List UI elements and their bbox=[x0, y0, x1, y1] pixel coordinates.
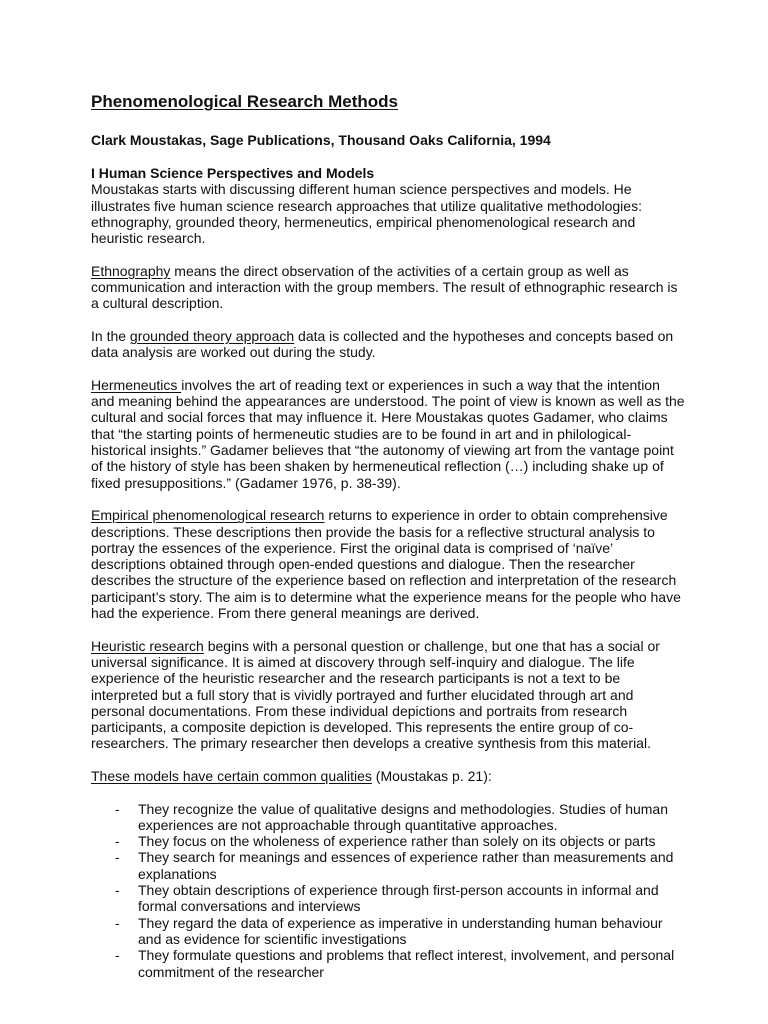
hermeneutics-text: involves the art of reading text or experiences in such a way that the intention and meaning behind the appearances are understood. The point of view is known as well as the cultural and social forces that may influence it. Here Moustakas quotes Gadamer, who claims that “the starting points of hermeneutic studies are to be found in art and in philological-historical insights.” Gadamer believes that “the autonomy of viewing art from the vantage point of the history of style has been shaken by hermeneutical reflection (…) including shake up of fixed presuppositions.” (Gadamer 1976, p. 38-39). bbox=[91, 376, 685, 491]
heuristic-text: begins with a personal question or challenge, but one that has a social or universal significance. It is aimed at discovery through self-inquiry and dialogue. The life experience of the heuristic researcher and the research participants is not a text to be interpreted but a full story that is vividly portrayed and further elucidated through art and personal documentations. From these individual depictions and portraits from research participants, a composite depiction is developed. This represents the entire group of co-researchers. The primary researcher then develops a creative synthesis from this material. bbox=[91, 637, 660, 752]
ethnography-term: Ethnography bbox=[91, 262, 171, 279]
bullet-dash: - bbox=[115, 849, 120, 866]
citation: Clark Moustakas, Sage Publications, Thousand Oaks California, 1994 bbox=[91, 132, 551, 148]
heuristic-paragraph bbox=[91, 638, 686, 752]
qualities-paragraph bbox=[91, 768, 686, 784]
bullet-dash: - bbox=[115, 833, 120, 850]
bullet-dash: - bbox=[115, 947, 120, 964]
list-item-text: They search for meanings and essences of experience rather than measurements and explanations bbox=[138, 849, 674, 882]
list-item bbox=[91, 801, 686, 834]
list-item bbox=[91, 915, 686, 948]
hermeneutics-term: Hermeneutics bbox=[91, 376, 182, 393]
bullet-dash: - bbox=[115, 914, 120, 931]
list-item-text: They formulate questions and problems that reflect interest, involvement, and personal commitment of the researcher bbox=[138, 947, 675, 980]
heuristic-term: Heuristic research bbox=[91, 637, 204, 654]
page-title: Phenomenological Research Methods bbox=[91, 92, 399, 111]
list-item-text: They recognize the value of qualitative designs and methodologies. Studies of human experiences are not approachable through quantitative approaches. bbox=[138, 800, 669, 833]
empirical-paragraph bbox=[91, 507, 686, 621]
bullet-dash: - bbox=[115, 882, 120, 899]
empirical-text: returns to experience in order to obtain comprehensive descriptions. These descriptions then provide the basis for a reflective structural analysis to portray the essences of the experience. First the original data is comprised of ‘naïve’ descriptions obtained through open-ended questions and dialogue. Then the researcher describes the structure of the experience based on reflection and interpretation of the research participant’s story. The aim is to determine what the experience means for the people who have had the experience. From there general meanings are derived. bbox=[91, 507, 681, 622]
list-item bbox=[91, 849, 686, 882]
grounded-text: data is collected and the hypotheses and concepts based on data analysis are worked out during the study. bbox=[91, 327, 674, 361]
intro-paragraph: Moustakas starts with discussing different human science perspectives and models. He illustrates five human science research approaches that utilize qualitative methodologies: ethnography, grounded theory, hermeneutics, empirical phenomenological research and heuristic research. bbox=[91, 181, 642, 247]
list-item bbox=[91, 833, 686, 849]
grounded-theory-term: grounded theory approach bbox=[129, 327, 295, 344]
grounded-lead: In the bbox=[91, 327, 130, 344]
qualities-list bbox=[91, 801, 686, 980]
list-item-text: They regard the data of experience as imperative in understanding human behaviour and as evidence for scientific investigations bbox=[138, 914, 663, 947]
list-item-text: They obtain descriptions of experience through first-person accounts in informal and formal conversations and interviews bbox=[138, 882, 659, 915]
bullet-dash: - bbox=[115, 800, 120, 817]
list-item bbox=[91, 947, 686, 980]
document-body bbox=[91, 165, 686, 980]
ethnography-text: means the direct observation of the activities of a certain group as well as communication and interaction with the group members. The result of ethnographic research is a cultural description. bbox=[91, 262, 678, 312]
list-item-text: They focus on the wholeness of experience rather than solely on its objects or parts bbox=[138, 833, 656, 850]
ethnography-paragraph bbox=[91, 263, 686, 312]
grounded-theory-paragraph bbox=[91, 328, 686, 361]
qualities-text: (Moustakas p. 21): bbox=[371, 767, 492, 784]
hermeneutics-paragraph bbox=[91, 377, 686, 491]
empirical-term: Empirical phenomenological research bbox=[91, 507, 325, 524]
section-heading: I Human Science Perspectives and Models bbox=[91, 165, 375, 181]
qualities-term: These models have certain common qualities bbox=[91, 767, 372, 784]
list-item bbox=[91, 882, 686, 915]
